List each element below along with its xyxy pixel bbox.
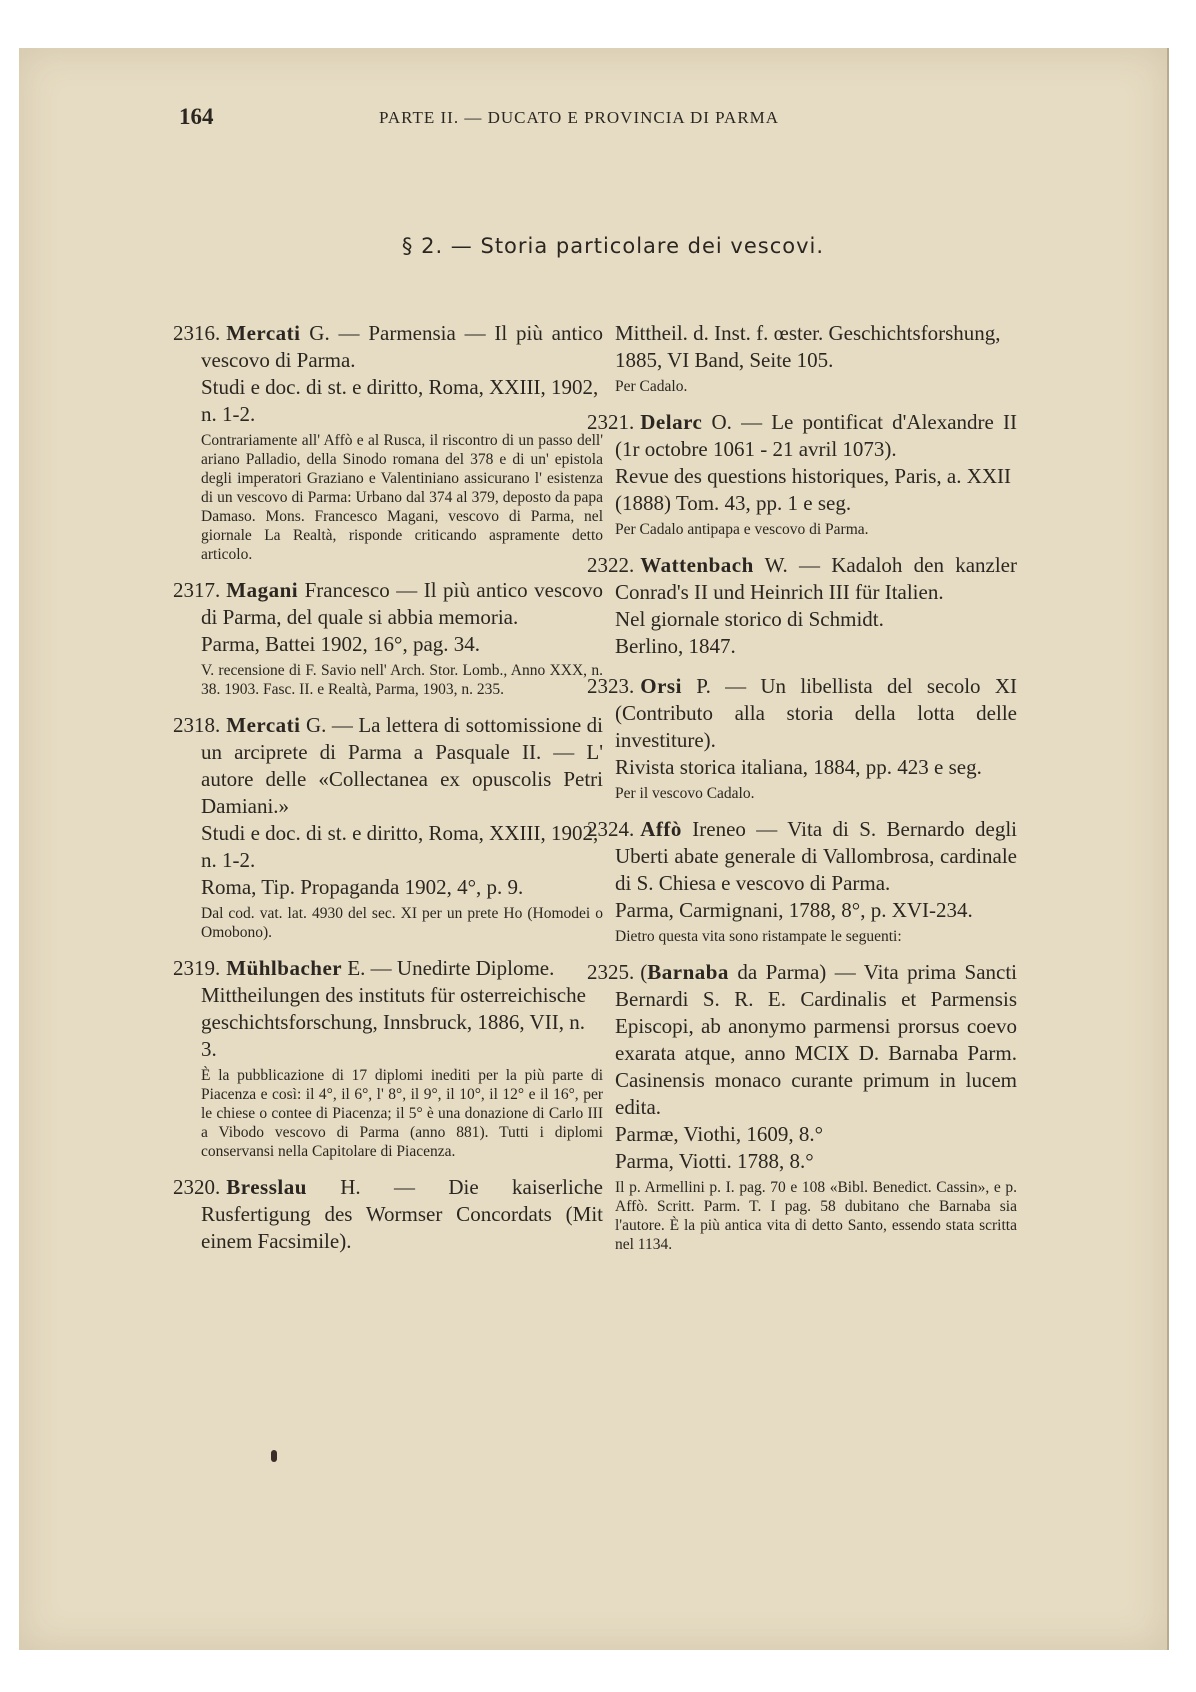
entry-number: 2316.	[173, 321, 221, 345]
bibliography-entry-2320-continued	[587, 320, 1017, 396]
entry-number: 2325.	[587, 960, 635, 984]
entry-author: Orsi	[640, 674, 682, 698]
entry-publication: Mittheil. d. Inst. f. œster. Geschichtsforshung, 1885, VI Band, Seite 105.	[615, 321, 1001, 372]
entry-heading	[173, 955, 603, 982]
entry-number: 2317.	[173, 578, 221, 602]
entry-title: G. — Parmensia — Il più antico vescovo di Parma.	[201, 321, 603, 372]
entry-heading	[587, 552, 1017, 606]
bibliography-entry-2325	[587, 959, 1017, 1254]
entry-publication: Mittheilungen des instituts für osterreichische geschichtsforschung, Innsbruck, 1886, VII, n. 3.	[201, 983, 586, 1061]
entry-publication: Parmæ, Viothi, 1609, 8.°	[615, 1122, 824, 1146]
entry-note: Contrariamente all' Affò e al Rusca, il riscontro di un passo dell' ariano Palladio, della Sinodo romana del 378 e di un' epistola degli imperatori Graziano e Valentiniano assicurano l' esistenza di un vescovo di Parma: Urbano dal 374 al 379, deposto da papa Damaso. Mons. Francesco Magani, vescovo di Parma, nel giornale La Realtà, risponde criticando aspramente detto articolo.	[201, 432, 603, 563]
entry-title: P. — Un libellista del secolo XI (Contributo alla storia della lotta delle investiture).	[615, 674, 1017, 752]
entry-publication-2: Berlino, 1847.	[615, 634, 736, 658]
entry-note: Per Cadalo antipapa e vescovo di Parma.	[615, 521, 869, 538]
entry-title: H. — Die kaiserliche Rusfertigung des Wormser Concordats (Mit einem Facsimile).	[201, 1175, 603, 1253]
bibliography-entry-2323	[587, 673, 1017, 803]
entry-author: Delarc	[640, 410, 703, 434]
entry-title: E. — Unedirte Diplome.	[347, 956, 555, 980]
scanned-page	[19, 48, 1169, 1650]
entry-publication: Revue des questions historiques, Paris, a. XXII (1888) Tom. 43, pp. 1 e seg.	[615, 464, 1012, 515]
entry-number: 2323.	[587, 674, 635, 698]
entry-heading	[173, 577, 603, 631]
bibliography-entry-2324	[587, 816, 1017, 946]
bibliography-entry-2317	[173, 577, 603, 699]
entry-note: Per Cadalo.	[615, 378, 688, 395]
right-column	[587, 320, 1017, 1267]
entry-author: Barnaba	[647, 960, 729, 984]
entry-heading	[587, 673, 1017, 754]
entry-publication: Studi e doc. di st. e diritto, Roma, XXIII, 1902, n. 1-2.	[201, 821, 599, 872]
entry-heading	[587, 959, 1017, 1121]
entry-author-prefix: (	[640, 960, 648, 984]
entry-note: V. recensione di F. Savio nell' Arch. Stor. Lomb., Anno XXX, n. 38. 1903. Fasc. II. e Realtà, Parma, 1903, n. 235.	[201, 662, 603, 698]
entry-title: G. — La lettera di sottomissione di un arciprete di Parma a Pasquale II. — L' autore delle «Collectanea ex opuscolis Petri Damiani.»	[201, 713, 604, 818]
entry-title: W. — Kadaloh den kanzler Conrad's II und Heinrich III für Italien.	[615, 553, 1017, 604]
entry-author: Mercati	[226, 321, 301, 345]
bibliography-entry-2320	[173, 1174, 603, 1255]
entry-publication: Parma, Carmignani, 1788, 8°, p. XVI-234.	[615, 898, 973, 922]
entry-publication: Studi e doc. di st. e diritto, Roma, XXIII, 1902, n. 1-2.	[201, 375, 599, 426]
running-title: PARTE II. — DUCATO E PROVINCIA DI PARMA	[379, 108, 780, 127]
entry-publication-2: Parma, Viotti. 1788, 8.°	[615, 1149, 814, 1173]
bibliography-entry-2319	[173, 955, 603, 1161]
entry-author: Affò	[640, 817, 682, 841]
entry-publication: Parma, Battei 1902, 16°, pag. 34.	[201, 632, 481, 656]
page-number: 164	[179, 104, 214, 129]
entry-note: Dal cod. vat. lat. 4930 del sec. XI per un prete Ho (Homodei o Omobono).	[201, 905, 603, 941]
bibliography-entry-2322	[587, 552, 1017, 660]
entry-heading	[173, 1174, 603, 1255]
entry-note: Dietro questa vita sono ristampate le seguenti:	[615, 928, 902, 945]
bibliography-entry-2318	[173, 712, 603, 942]
entry-heading	[587, 409, 1017, 463]
entry-title: O. — Le pontificat d'Alexandre II (1r octobre 1061 - 21 avril 1073).	[615, 410, 1018, 461]
entry-number: 2320.	[173, 1175, 221, 1199]
entry-number: 2319.	[173, 956, 221, 980]
entry-note: Per il vescovo Cadalo.	[615, 785, 755, 802]
entry-note: Il p. Armellini p. I. pag. 70 e 108 «Bibl. Benedict. Cassin», e p. Affò. Scritt. Parm. T. I pag. 58 dubitano che Barnaba sia l'autore. È la più antica vita di detto Santo, essendo stata scritta nel 1134.	[615, 1179, 1017, 1253]
ink-spot	[271, 1450, 277, 1462]
entry-note: È la pubblicazione di 17 diplomi inediti per la più parte di Piacenza e così: il 4°, il 6°, l' 8°, il 9°, il 10°, il 12° e il 16°, per le chiese o contee di Piacenza; il 5° è una donazione di Carlo III a Vibodo vescovo di Parma (anno 881). Tutti i diplomi conservansi nella Capitolare di Piacenza.	[201, 1067, 603, 1160]
entry-publication-2: Roma, Tip. Propaganda 1902, 4°, p. 9.	[201, 875, 524, 899]
entry-heading	[587, 816, 1017, 897]
entry-author: Wattenbach	[640, 553, 754, 577]
entry-publication: Rivista storica italiana, 1884, pp. 423 e seg.	[615, 755, 982, 779]
bibliography-entry-2316	[173, 320, 603, 564]
entry-number: 2318.	[173, 713, 221, 737]
entry-number: 2322.	[587, 553, 635, 577]
entry-title: Ireneo — Vita di S. Bernardo degli Uberti abate generale di Vallombrosa, cardinale di S. Chiesa e vescovo di Parma.	[615, 817, 1018, 895]
entry-title: Francesco — Il più antico vescovo di Parma, del quale si abbia memoria.	[201, 578, 603, 629]
entry-title: da Parma) — Vita prima Sancti Bernardi S. R. E. Cardinalis et Parmensis Episcopi, ab anonymo parmensi prorsus coevo exarata atque, anno MCIX D. Barnaba Parm. Casinensis monaco curante primum in lucem edita.	[615, 960, 1017, 1119]
running-head	[179, 104, 1059, 134]
entry-heading	[173, 320, 603, 374]
entry-author: Magani	[226, 578, 299, 602]
entry-number: 2321.	[587, 410, 635, 434]
entry-author: Mühlbacher	[226, 956, 343, 980]
entry-heading	[173, 712, 603, 820]
entry-publication: Nel giornale storico di Schmidt.	[615, 607, 884, 631]
bibliography-entry-2321	[587, 409, 1017, 539]
section-title: § 2. — Storia particolare dei vescovi.	[401, 234, 825, 258]
entry-author: Bresslau	[226, 1175, 307, 1199]
entry-author: Mercati	[226, 713, 301, 737]
entry-number: 2324.	[587, 817, 635, 841]
left-column	[173, 320, 603, 1268]
